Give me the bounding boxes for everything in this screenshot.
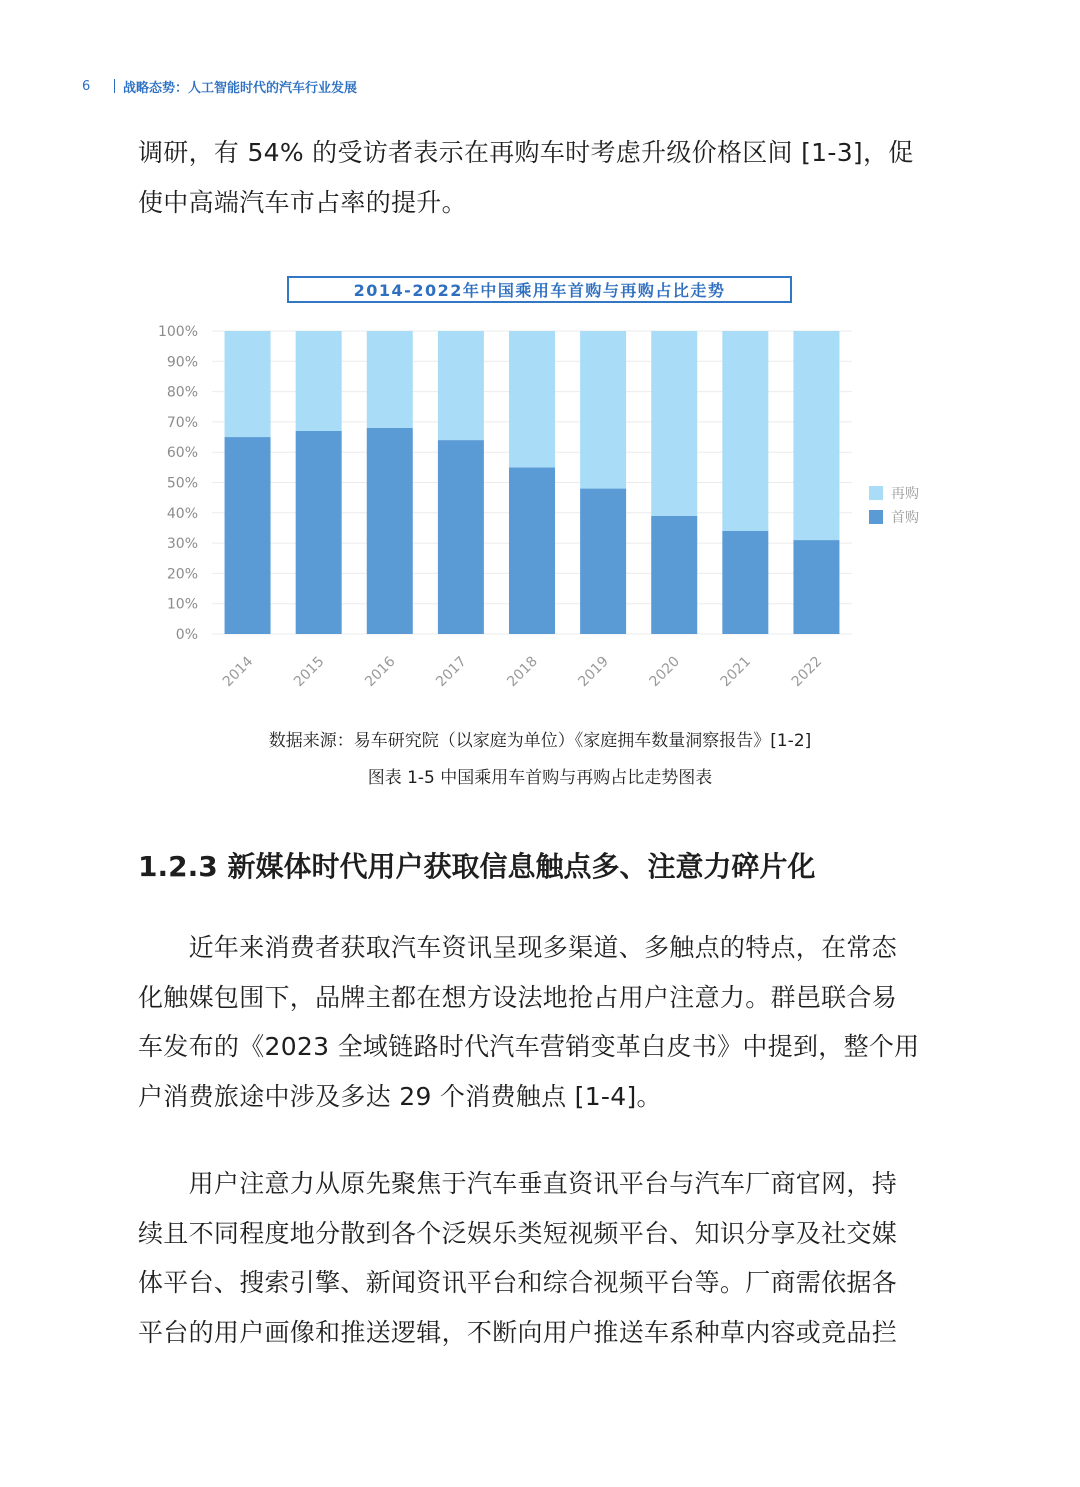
- paragraph-line: 调研，有 54% 的受访者表示在再购车时考虑升级价格区间 [1-3]，促: [138, 138, 914, 167]
- y-tick-label: 20%: [166, 566, 198, 583]
- y-tick-label: 30%: [166, 536, 198, 553]
- x-tick-label: 2017: [433, 653, 470, 691]
- x-tick-label: 2022: [788, 653, 826, 691]
- bar-first-purchase: [793, 540, 839, 634]
- legend-label: 首购: [891, 510, 919, 526]
- body-paragraph-1: [138, 923, 944, 1121]
- paragraph-line: 户消费旅途中涉及多达 29 个消费触点 [1-4]。: [138, 1081, 662, 1111]
- bar-first-purchase: [509, 467, 555, 634]
- paragraph-line: 化触媒包围下，品牌主都在想方设法地抢占用户注意力。群邑联合易: [138, 982, 898, 1012]
- paragraph-line: 用户注意力从原先聚焦于汽车垂直资讯平台与汽车厂商官网，持: [138, 1169, 898, 1198]
- bar-repeat-purchase: [367, 331, 413, 428]
- bar-first-purchase: [367, 428, 413, 634]
- y-tick-label: 10%: [166, 596, 198, 613]
- paragraph-line: 使中高端汽车市占率的提升。: [138, 187, 467, 217]
- bar-repeat-purchase: [225, 331, 271, 437]
- stacked-bar-chart: [0, 0, 1080, 720]
- bar-repeat-purchase: [793, 331, 839, 540]
- bar-repeat-purchase: [580, 331, 626, 489]
- bar-first-purchase: [651, 516, 697, 634]
- legend-swatch: [869, 510, 883, 524]
- bar-repeat-purchase: [651, 331, 697, 516]
- paragraph-line: 平台的用户画像和推送逻辑，不断向用户推送车系种草内容或竞品拦: [138, 1317, 898, 1347]
- paragraph-line: 车发布的《2023 全域链路时代汽车营销变革白皮书》中提到，整个用: [138, 1032, 920, 1061]
- paragraph-line: 续且不同程度地分散到各个泛娱乐类短视频平台、知识分享及社交媒: [138, 1218, 898, 1248]
- bar-first-purchase: [722, 531, 768, 634]
- x-tick-label: 2020: [646, 653, 684, 691]
- x-tick-label: 2021: [717, 653, 755, 691]
- y-tick-label: 0%: [175, 627, 198, 643]
- bar-first-purchase: [580, 489, 626, 634]
- y-tick-label: 50%: [166, 475, 198, 492]
- paragraph-line: 近年来消费者获取汽车资讯呈现多渠道、多触点的特点，在常态: [138, 933, 898, 962]
- bar-first-purchase: [296, 431, 342, 634]
- paragraph-line: 体平台、搜索引擎、新闻资讯平台和综合视频平台等。厂商需依据各: [138, 1268, 898, 1297]
- section-heading: 1.2.3 新媒体时代用户获取信息触点多、注意力碎片化: [138, 850, 816, 883]
- x-tick-label: 2015: [290, 653, 328, 691]
- y-tick-label: 70%: [166, 414, 198, 431]
- header-title: 战略态势：人工智能时代的汽车行业发展: [123, 80, 358, 96]
- x-tick-label: 2018: [504, 653, 541, 691]
- body-paragraph-2: [138, 1159, 944, 1357]
- figure-caption: 图表 1-5 中国乘用车首购与再购占比走势图表: [367, 768, 713, 788]
- chart-title: 2014-2022年中国乘用车首购与再购占比走势: [287, 276, 792, 303]
- y-tick-label: 60%: [166, 445, 198, 462]
- x-tick-label: 2014: [219, 653, 257, 691]
- bar-repeat-purchase: [722, 331, 768, 531]
- x-tick-label: 2016: [362, 653, 399, 691]
- bar-repeat-purchase: [296, 331, 342, 431]
- legend-swatch: [869, 486, 883, 500]
- legend-label: 再购: [891, 486, 919, 502]
- bar-repeat-purchase: [509, 331, 555, 467]
- y-tick-label: 100%: [157, 324, 198, 340]
- page-number: 6: [82, 78, 91, 94]
- y-tick-label: 90%: [166, 354, 198, 371]
- chart-source-caption: 数据来源：易车研究院（以家庭为单位）《家庭拥车数量洞察报告》[1-2]: [268, 731, 812, 751]
- bar-first-purchase: [225, 437, 271, 634]
- x-tick-label: 2019: [575, 653, 612, 691]
- bar-repeat-purchase: [438, 331, 484, 440]
- bar-first-purchase: [438, 440, 484, 634]
- y-tick-label: 80%: [166, 384, 198, 401]
- y-tick-label: 40%: [166, 505, 198, 522]
